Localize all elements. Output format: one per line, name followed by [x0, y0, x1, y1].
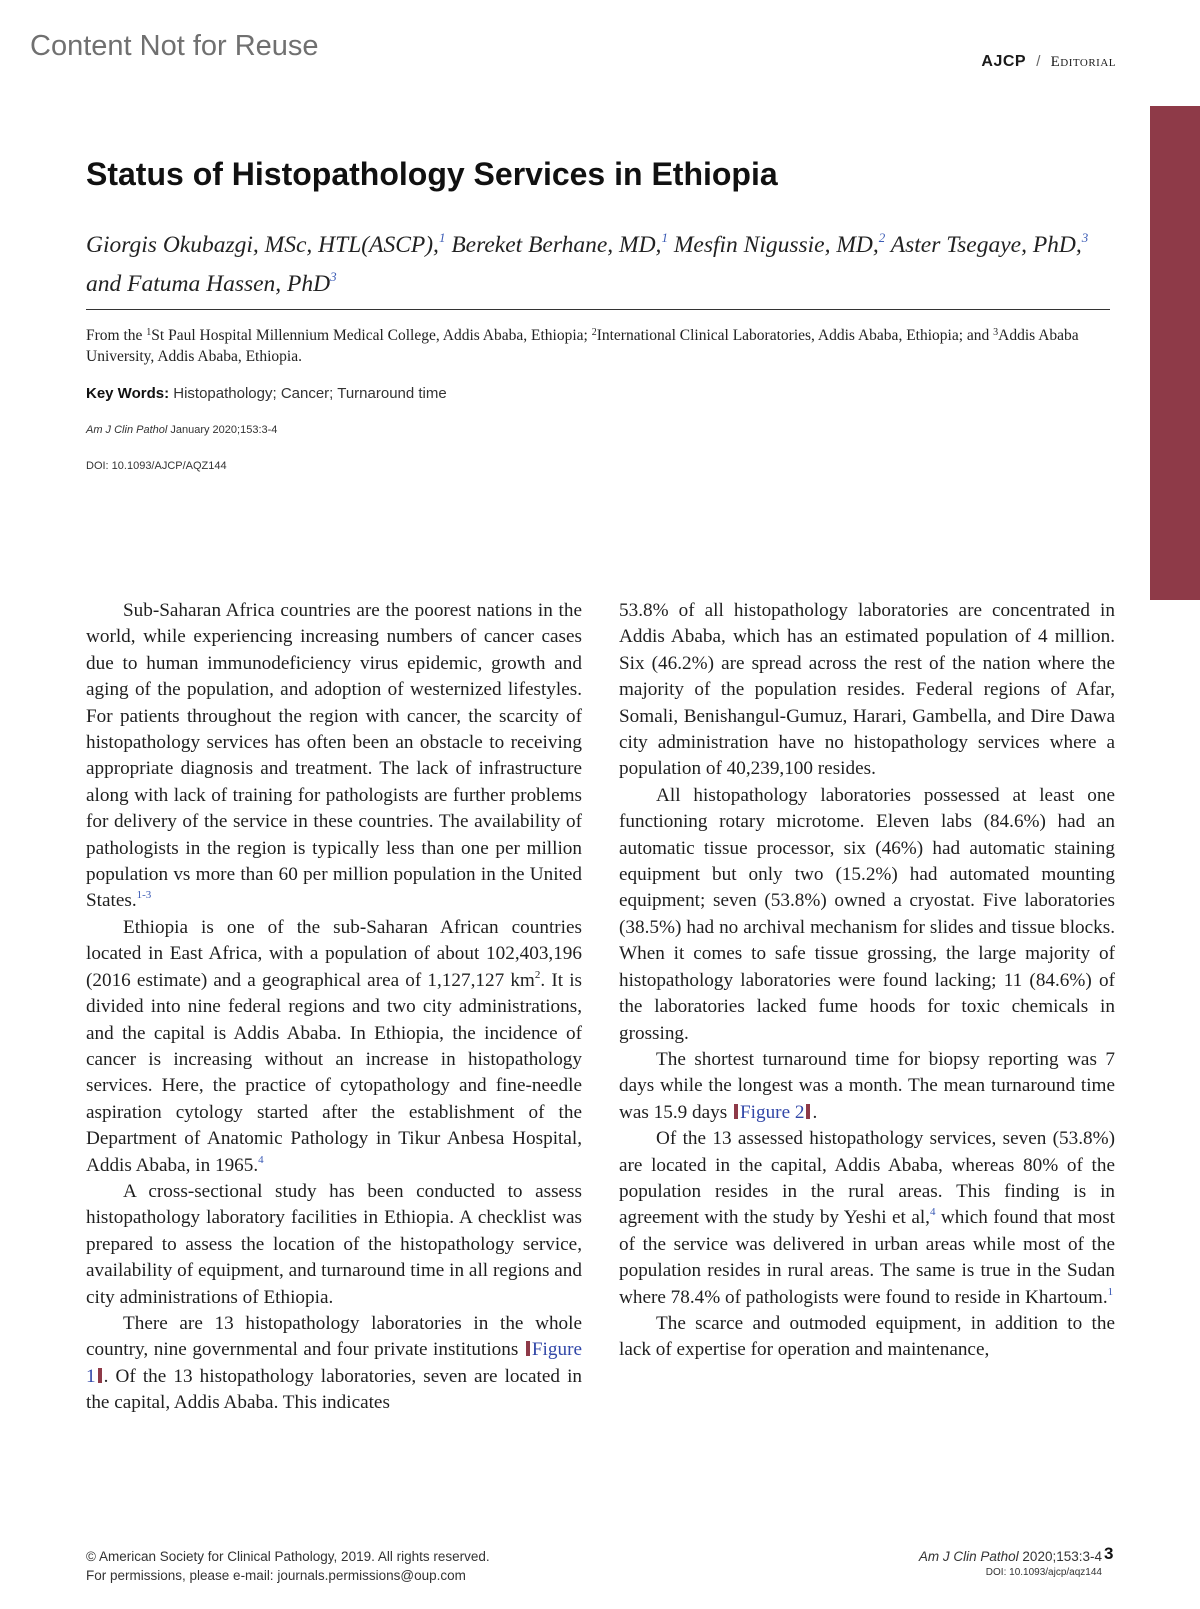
body-paragraph: There are 13 histopathology laboratories in the whole country, nine governmental and four private institutions Figure 1 . Of the 13 histopathology laboratories, seven are located in the capital, Addis Ababa. This indicates	[86, 1312, 582, 1414]
body-paragraph: Ethiopia is one of the sub-Saharan African countries located in East Africa, with a population of about 102,403,196 (2016 estimate) and a geographical area of 1,127,127 $km^2$. It is divided into nine federal regions and two city administrations, and the capital is Addis Ababa. In Ethiopia, the incidence of cancer is increasing without an increase in histopathology services. Here, the practice of cytopathology and fine-needle aspiration cytology started after the establishment of the Department of Anatomic Pathology in Tikur Anbesa Hospital, Addis Ababa, in 1965.$^4$	[86, 916, 582, 1176]
affiliation-number: 3	[993, 327, 999, 338]
reference-link[interactable]: 4	[258, 1153, 264, 1166]
citation-journal: Am J Clin Pathol	[86, 424, 168, 436]
affiliation-text: International Clinical Laboratories, Addis Ababa, Ethiopia; and	[596, 327, 994, 344]
body-paragraph: The shortest turnaround time for biopsy reporting was 7 days while the longest was a month. The mean turnaround time was 15.9 days Figure 2 .	[619, 1048, 1115, 1123]
keywords	[86, 385, 447, 402]
author-name: Aster Tsegaye, PhD,	[890, 232, 1082, 258]
body-column-left	[86, 598, 582, 1417]
permissions-text: For permissions, please e-mail: journals.permissions@oup.com	[86, 1568, 466, 1583]
header-divider	[86, 309, 1110, 310]
body-paragraph: The scarce and outmoded equipment, in addition to the lack of expertise for operation and maintenance,	[619, 1312, 1115, 1361]
reference-link[interactable]: 1	[1107, 1285, 1114, 1298]
affiliations	[86, 322, 1116, 367]
affiliation-ref[interactable]: 1	[661, 230, 668, 245]
journal-name: AJCP	[981, 53, 1027, 70]
reference-link[interactable]: 1-3	[136, 889, 152, 902]
affiliation-ref[interactable]: 3	[1081, 230, 1089, 245]
body-column-right	[619, 598, 1115, 1364]
side-color-tab	[1150, 106, 1200, 600]
header-separator: /	[1036, 53, 1041, 70]
figure-1-link[interactable]: Figure 1	[86, 1339, 582, 1387]
superscript: 2	[534, 968, 541, 981]
affiliation-number: 2	[591, 327, 597, 338]
body-paragraph: 53.8% of all histopathology laboratories are concentrated in Addis Ababa, which has an estimated population of 4 million. Six (46.2%) are spread across the rest of the nation where the majority of the population resides. Federal regions of Afar, Somali, Benishangul-Gumuz, Harari, Gambella, and Dire Dawa city administration have no histopathology services where a population of 40,239,100 resides.	[619, 600, 1115, 780]
footer-citation	[919, 1547, 1102, 1580]
article-title: Status of Histopathology Services in Ethiopia	[86, 156, 778, 192]
body-paragraph: Of the 13 assessed histopathology services, seven (53.8%) are located in the capital, Addis Ababa, whereas 80% of the population resides in the rural areas. This finding is in agreement with the study by Yeshi et al,$^4$ which found that most of the service was delivered in urban areas while most of the population resides in rural areas. The same is true in the Sudan where 78.4% of pathologists were found to reside in Khartoum.$^1$	[619, 1128, 1115, 1308]
figure-ref-mark	[98, 1368, 102, 1383]
citation-details: January 2020;153:3-4	[167, 424, 278, 436]
affiliation-prefix: From the	[86, 327, 147, 344]
body-paragraph: All histopathology laboratories possessed at least one functioning rotary microtome. Eleven labs (84.6%) had an automatic tissue processor, six (46%) had automatic staining equipment but only two (15.2%) had automated mounting equipment; seven (53.8%) owned a cryostat. Five laboratories (38.5%) had no archival mechanism for slides and tissue blocks. When it comes to safe tissue grossing, the large majority of histopathology laboratories were found lacking; 11 (84.6%) of the laboratories lacked fume hoods for toxic chemicals in grossing.	[619, 784, 1115, 1044]
affiliation-ref[interactable]: 2	[878, 230, 886, 245]
reference-link[interactable]: 4	[929, 1206, 936, 1219]
article-doi[interactable]: DOI: 10.1093/AJCP/AQZ144	[86, 460, 227, 472]
figure-ref-mark	[526, 1341, 530, 1356]
figure-2-link[interactable]: Figure 2	[739, 1101, 805, 1123]
affiliation-number: 1	[146, 327, 152, 338]
watermark: Content Not for Reuse	[30, 30, 319, 62]
footer-issue: 2020;153:3-4	[1018, 1549, 1102, 1564]
footer-journal: Am J Clin Pathol	[918, 1549, 1019, 1564]
affiliation-text: St Paul Hospital Millennium Medical College, Addis Ababa, Ethiopia;	[151, 327, 592, 344]
author-name: Bereket Berhane, MD,	[451, 232, 662, 258]
author-list	[86, 222, 1116, 300]
body-paragraph: Sub-Saharan Africa countries are the poorest nations in the world, while experiencing increasing numbers of cancer cases due to human immunodeficiency virus epidemic, growth and aging of the population, and adoption of westernized lifestyles. For patients throughout the region with cancer, the scarcity of histopathology services has often been an obstacle to receiving appropriate diagnosis and treatment. The lack of infrastructure along with lack of training for pathologists are further problems for delivery of the service in these countries. The availability of pathologists in the region is typically less than one per million population vs more than 60 per million population in the United States.$^{1-3}$	[86, 600, 582, 912]
author-name: Giorgis Okubazgi, MSc, HTL(ASCP),	[86, 232, 439, 258]
author-name: and Fatuma Hassen, PhD	[86, 271, 331, 297]
affiliation-ref[interactable]: 3	[330, 269, 337, 284]
figure-ref-mark	[806, 1104, 810, 1119]
body-paragraph: A cross-sectional study has been conducted to assess histopathology laboratory facilities in Ethiopia. A checklist was prepared to assess the location of the histopathology service, availability of equipment, and turnaround time in all regions and city administrations of Ethiopia.	[86, 1180, 582, 1308]
affiliation-ref[interactable]: 1	[438, 230, 446, 245]
keywords-text: Histopathology; Cancer; Turnaround time	[173, 385, 447, 402]
copyright-text: © American Society for Clinical Pathology, 2019. All rights reserved.	[86, 1549, 490, 1564]
article-citation	[86, 424, 277, 436]
page-number: 3	[1104, 1544, 1114, 1563]
section-name: Editorial	[1050, 54, 1116, 70]
running-header	[981, 53, 1116, 71]
keywords-label: Key Words:	[86, 385, 170, 402]
copyright-footer	[86, 1547, 490, 1585]
affiliation-text: Addis Ababa University, Addis Ababa, Ethiopia.	[86, 327, 1079, 365]
figure-ref-mark	[734, 1104, 738, 1119]
author-name: Mesfin Nigussie, MD,	[673, 232, 879, 258]
footer-doi[interactable]: DOI: 10.1093/ajcp/aqz144	[985, 1567, 1102, 1578]
